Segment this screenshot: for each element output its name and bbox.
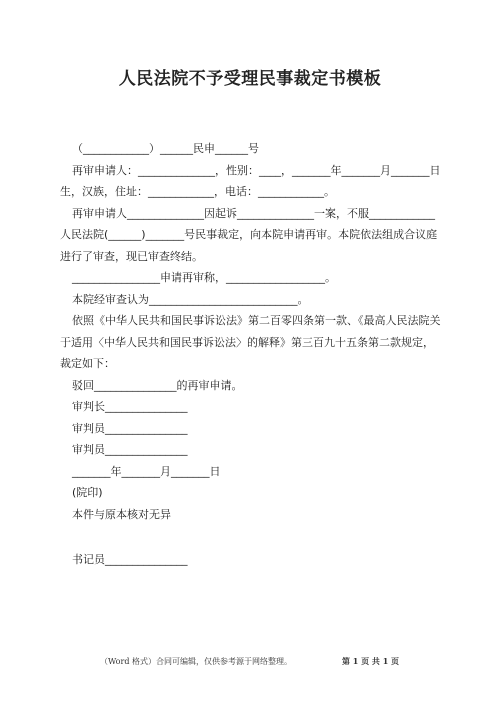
paragraph: 再审申请人：______________，性别：____，_______年_______月_______日生，汉族，住址：____________，电话：____________。: [60, 163, 441, 198]
paragraph: (院印): [72, 486, 103, 499]
paragraph: 再审申请人______________因起诉______________一案，不服____________人民法院(______)_______号民事裁定，向本院申请再审。本院依法组成合议庭进行了审查，现已审查终结。: [60, 206, 438, 263]
paragraph: 本件与原本核对无异: [72, 507, 171, 521]
paragraph: 审判员_______________: [72, 443, 188, 456]
paragraph: 依照《中华人民共和国民事诉讼法》第二百零四条第一款、《最高人民法院关于适用〈中华人民共和国民事诉讼法〉的解释》第三百九十五条第二款规定，裁定如下：: [60, 314, 441, 370]
paragraph: _______年_______月_______日: [72, 464, 221, 478]
paragraph: ________________申请再审称，__________________。: [72, 271, 336, 284]
paragraph: 驳回_______________的再审申请。: [72, 378, 243, 392]
paragraph: 审判长_______________: [72, 400, 188, 413]
paragraph: 本院经审查认为___________________________。: [72, 292, 309, 306]
footer-note: （Word 格式）合同可编辑，仅供参考源于网络整理。: [100, 657, 292, 666]
page-number: 第 1 页 共 1 页: [342, 656, 400, 666]
document-body: [60, 138, 442, 571]
document-title: 人民法院不予受理民事裁定书模板: [118, 69, 382, 89]
paragraph: （____________）______民申______号: [72, 142, 259, 155]
paragraph: 书记员_______________: [72, 553, 188, 566]
blank-gap: [60, 525, 442, 549]
paragraph: 审判员_______________: [72, 421, 188, 435]
